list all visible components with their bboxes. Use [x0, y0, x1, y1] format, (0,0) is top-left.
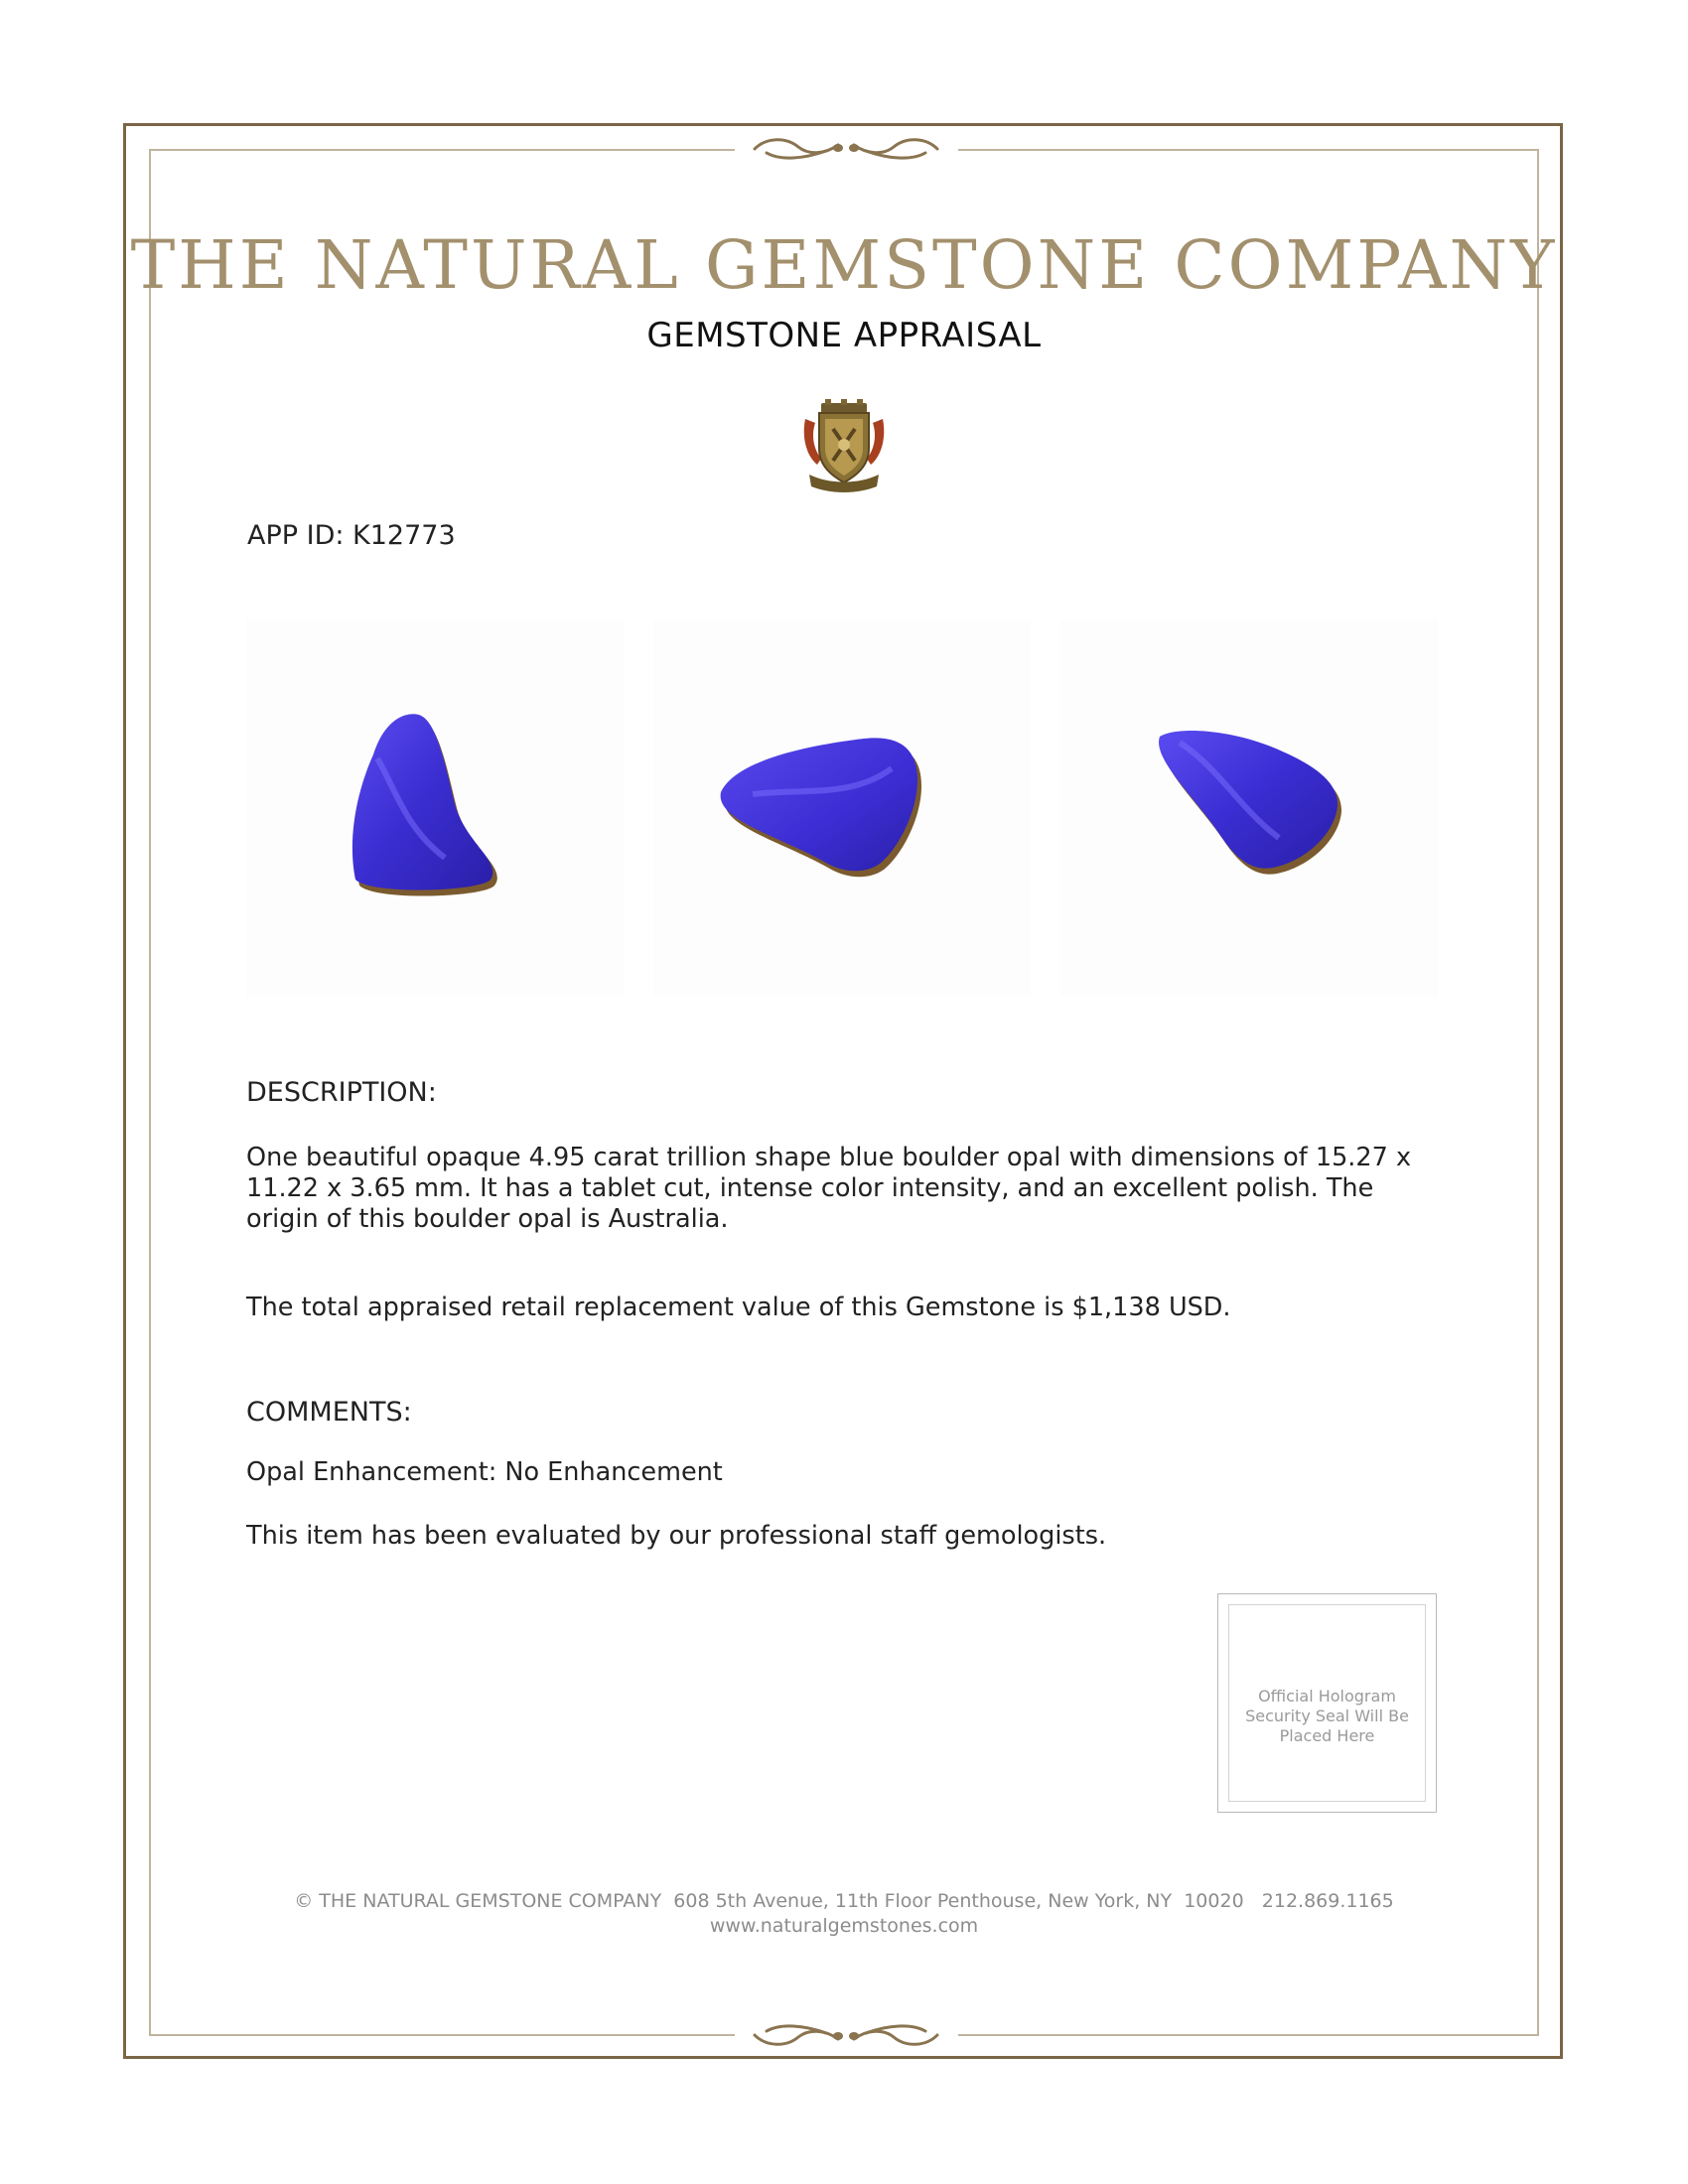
gemstone-photo-2 — [653, 619, 1031, 997]
hologram-seal-placeholder — [1217, 1593, 1437, 1813]
gemstone-photo-3 — [1060, 619, 1438, 997]
comments-heading: COMMENTS: — [246, 1397, 412, 1428]
gemstone-photo-1 — [246, 619, 624, 997]
bottom-ornament-icon — [747, 2019, 945, 2051]
hologram-seal-text: Official Hologram Security Seal Will Be Placed Here — [1245, 1687, 1409, 1745]
top-ornament-icon — [747, 133, 945, 165]
inner-frame-right — [1537, 149, 1539, 2036]
company-name: THE NATURAL GEMSTONE COMPANY — [130, 226, 1558, 304]
description-text: One beautiful opaque 4.95 carat trillion shape blue boulder opal with dimensions of 15.27 x 11.22 x 3.65 mm. It has a tablet cut, intense color intensity, and an excellent polish. The origin of this boulder opal is Australia. — [246, 1143, 1412, 1234]
inner-frame-left — [149, 149, 151, 2036]
evaluation-comment: This item has been evaluated by our professional staff gemologists. — [246, 1521, 1107, 1551]
app-id: APP ID: K12773 — [247, 520, 456, 551]
document-title: GEMSTONE APPRAISAL — [646, 316, 1042, 355]
inner-frame-top-right — [958, 149, 1539, 151]
inner-frame-bottom-right — [958, 2034, 1539, 2036]
footer-address: © THE NATURAL GEMSTONE COMPANY 608 5th Avenue, 11th Floor Penthouse, New York, NY 10020 212.869.1165 — [294, 1890, 1394, 1912]
description-heading: DESCRIPTION: — [246, 1077, 437, 1108]
value-statement: The total appraised retail replacement value of this Gemstone is $1,138 USD. — [246, 1293, 1231, 1322]
company-crest-icon — [799, 399, 889, 494]
hologram-seal-inner-frame — [1228, 1604, 1426, 1802]
footer-website: www.naturalgemstones.com — [709, 1915, 979, 1937]
inner-frame-bottom-left — [149, 2034, 735, 2036]
inner-frame-top-left — [149, 149, 735, 151]
enhancement-comment: Opal Enhancement: No Enhancement — [246, 1457, 723, 1487]
